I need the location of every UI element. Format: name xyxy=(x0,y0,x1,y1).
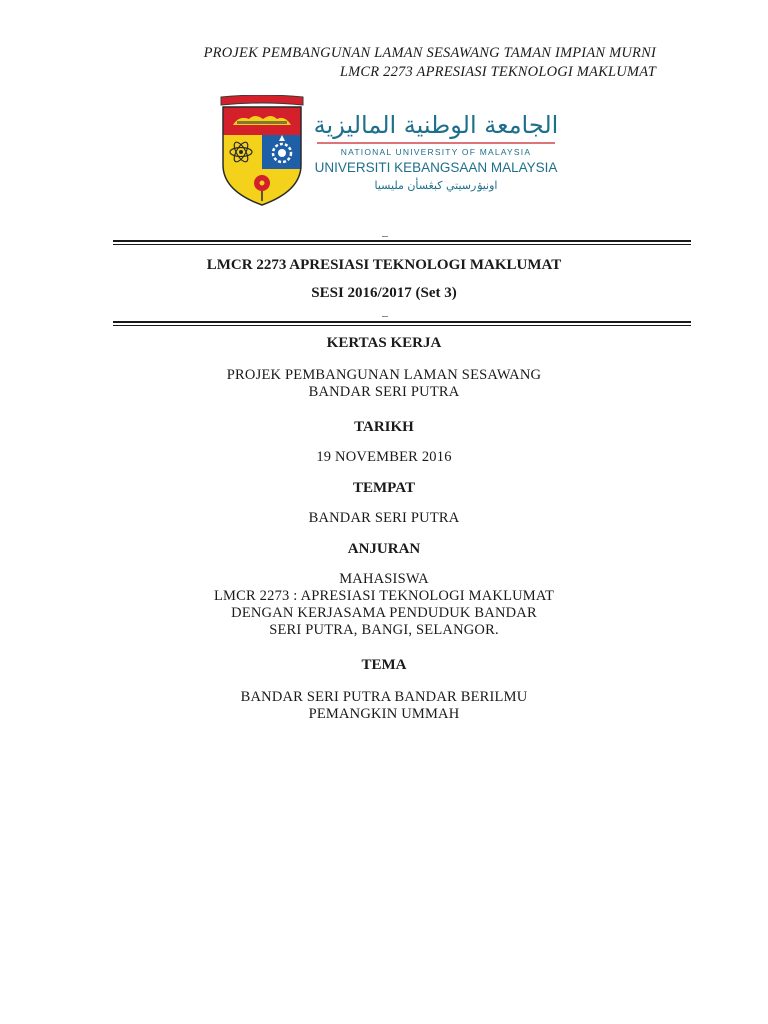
kertas-kerja-line: BANDAR SERI PUTRA xyxy=(308,384,460,400)
tempat-value: BANDAR SERI PUTRA xyxy=(308,510,460,526)
tempat-heading: TEMPAT xyxy=(353,480,415,496)
kertas-kerja-line: PROJEK PEMBANGUNAN LAMAN SESAWANG xyxy=(226,367,542,383)
anjuran-heading: ANJURAN xyxy=(347,541,421,557)
bottom-divider xyxy=(113,321,691,326)
session-title: SESI 2016/2017 (Set 3) xyxy=(311,285,457,301)
tarikh-heading: TARIKH xyxy=(354,419,414,435)
ukm-crest-icon xyxy=(219,95,305,207)
faint-mark xyxy=(382,236,388,237)
logo-malay-text: UNIVERSITI KEBANGSAAN MALAYSIA xyxy=(314,160,558,175)
faint-mark xyxy=(382,316,388,317)
header-project-title: PROJEK PEMBANGUNAN LAMAN SESAWANG TAMAN IMPIAN MURNI xyxy=(203,45,656,61)
course-title: LMCR 2273 APRESIASI TEKNOLOGI MAKLUMAT xyxy=(206,257,562,273)
logo-english-text: NATIONAL UNIVERSITY OF MALAYSIA xyxy=(340,147,532,157)
tarikh-value: 19 NOVEMBER 2016 xyxy=(316,449,452,465)
header-course-title: LMCR 2273 APRESIASI TEKNOLOGI MAKLUMAT xyxy=(339,64,656,80)
anjuran-line: LMCR 2273 : APRESIASI TEKNOLOGI MAKLUMAT xyxy=(213,588,555,604)
tema-line: PEMANGKIN UMMAH xyxy=(308,706,460,722)
ukm-wordmark xyxy=(313,109,559,197)
tema-line: BANDAR SERI PUTRA BANDAR BERILMU xyxy=(240,689,528,705)
kertas-kerja-heading: KERTAS KERJA xyxy=(326,335,442,351)
university-logo xyxy=(219,95,559,210)
anjuran-line: MAHASISWA xyxy=(339,571,429,587)
anjuran-line: DENGAN KERJASAMA PENDUDUK BANDAR xyxy=(231,605,537,621)
logo-jawi-text: اونيۏرسيتي كبڠسأن مليسيا xyxy=(374,179,498,192)
top-divider xyxy=(113,240,691,245)
anjuran-line: SERI PUTRA, BANGI, SELANGOR. xyxy=(269,622,499,638)
tema-heading: TEMA xyxy=(361,657,407,673)
logo-arabic-text: الجامعة الوطنية الماليزية xyxy=(313,111,559,139)
